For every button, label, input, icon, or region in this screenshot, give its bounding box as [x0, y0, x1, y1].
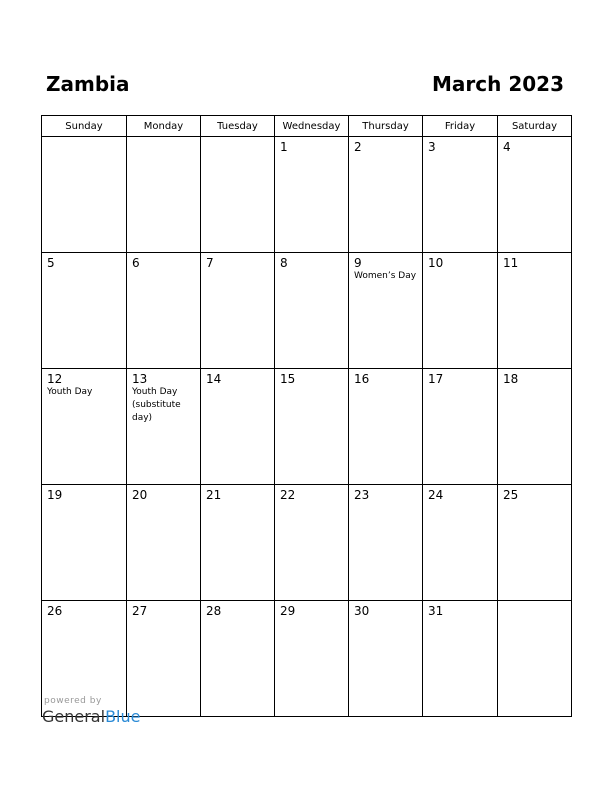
day-number: 19: [47, 488, 63, 502]
weekday-header-monday: Monday: [127, 116, 201, 137]
day-cell: [201, 601, 275, 717]
day-cell: [275, 601, 349, 717]
day-cell: [42, 253, 127, 369]
day-number: 29: [280, 604, 296, 618]
day-cell: [275, 253, 349, 369]
day-number: 7: [206, 256, 214, 270]
day-cell: [423, 601, 498, 717]
day-number: 9: [354, 256, 362, 270]
day-number: 23: [354, 488, 370, 502]
footer-branding: [42, 696, 140, 726]
calendar-country-title: Zambia: [46, 72, 130, 96]
day-cell: [498, 137, 572, 253]
day-cell: [42, 485, 127, 601]
day-cell: [498, 485, 572, 601]
day-cell: [423, 485, 498, 601]
day-cell: [201, 485, 275, 601]
day-number: 10: [428, 256, 444, 270]
day-number: 13: [132, 372, 148, 386]
day-number: 3: [428, 140, 436, 154]
week-row: [42, 485, 572, 601]
day-cell: [127, 485, 201, 601]
day-number: 2: [354, 140, 362, 154]
day-cell: [423, 253, 498, 369]
day-cell: [275, 369, 349, 485]
day-number: 31: [428, 604, 444, 618]
weekday-header-sunday: Sunday: [42, 116, 127, 137]
day-number: 22: [280, 488, 296, 502]
day-cell: [275, 137, 349, 253]
day-cell: [349, 485, 423, 601]
empty-day-cell: [42, 137, 127, 253]
empty-day-cell: [127, 137, 201, 253]
day-number: 14: [206, 372, 222, 386]
day-number: 5: [47, 256, 55, 270]
day-number: 17: [428, 372, 444, 386]
day-number: 16: [354, 372, 370, 386]
logo-blue: Blue: [105, 707, 141, 726]
day-cell: [127, 253, 201, 369]
day-number: 25: [503, 488, 519, 502]
empty-day-cell: [201, 137, 275, 253]
day-number: 8: [280, 256, 288, 270]
week-row: [42, 253, 572, 369]
day-cell: [201, 253, 275, 369]
day-cell: [423, 137, 498, 253]
logo-general: General: [42, 707, 106, 726]
day-number: 15: [280, 372, 296, 386]
day-number: 26: [47, 604, 63, 618]
day-number: 28: [206, 604, 222, 618]
day-number: 18: [503, 372, 519, 386]
powered-by-text: powered by: [44, 696, 102, 706]
day-cell: [275, 485, 349, 601]
day-number: 12: [47, 372, 63, 386]
week-row: [42, 369, 572, 485]
day-number: 4: [503, 140, 511, 154]
holiday-label: Youth Day (substitute day): [132, 387, 181, 423]
day-cell: [201, 369, 275, 485]
day-number: 27: [132, 604, 148, 618]
day-number: 21: [206, 488, 222, 502]
day-cell: [349, 601, 423, 717]
day-number: 20: [132, 488, 148, 502]
day-number: 24: [428, 488, 444, 502]
calendar-month-title: March 2023: [432, 72, 564, 96]
weekday-header-wednesday: Wednesday: [275, 116, 349, 137]
day-cell: [349, 369, 423, 485]
holiday-label: Youth Day: [47, 387, 93, 397]
week-row: [42, 137, 572, 253]
holiday-label: Women’s Day: [354, 271, 417, 281]
day-cell: [42, 369, 127, 485]
day-number: 30: [354, 604, 370, 618]
weekday-header-tuesday: Tuesday: [201, 116, 275, 137]
day-number: 11: [503, 256, 519, 270]
weekday-header-saturday: Saturday: [498, 116, 572, 137]
weekday-header-friday: Friday: [423, 116, 498, 137]
calendar-grid: [41, 115, 572, 717]
day-cell: [498, 369, 572, 485]
weekday-header-thursday: Thursday: [349, 116, 423, 137]
empty-day-cell: [498, 601, 572, 717]
day-cell: [349, 137, 423, 253]
generalblue-logo: [42, 707, 140, 726]
weekday-header-row: [42, 116, 572, 137]
day-cell: [498, 253, 572, 369]
day-number: 1: [280, 140, 288, 154]
day-cell: [127, 369, 201, 485]
day-cell: [349, 253, 423, 369]
day-cell: [423, 369, 498, 485]
day-number: 6: [132, 256, 140, 270]
